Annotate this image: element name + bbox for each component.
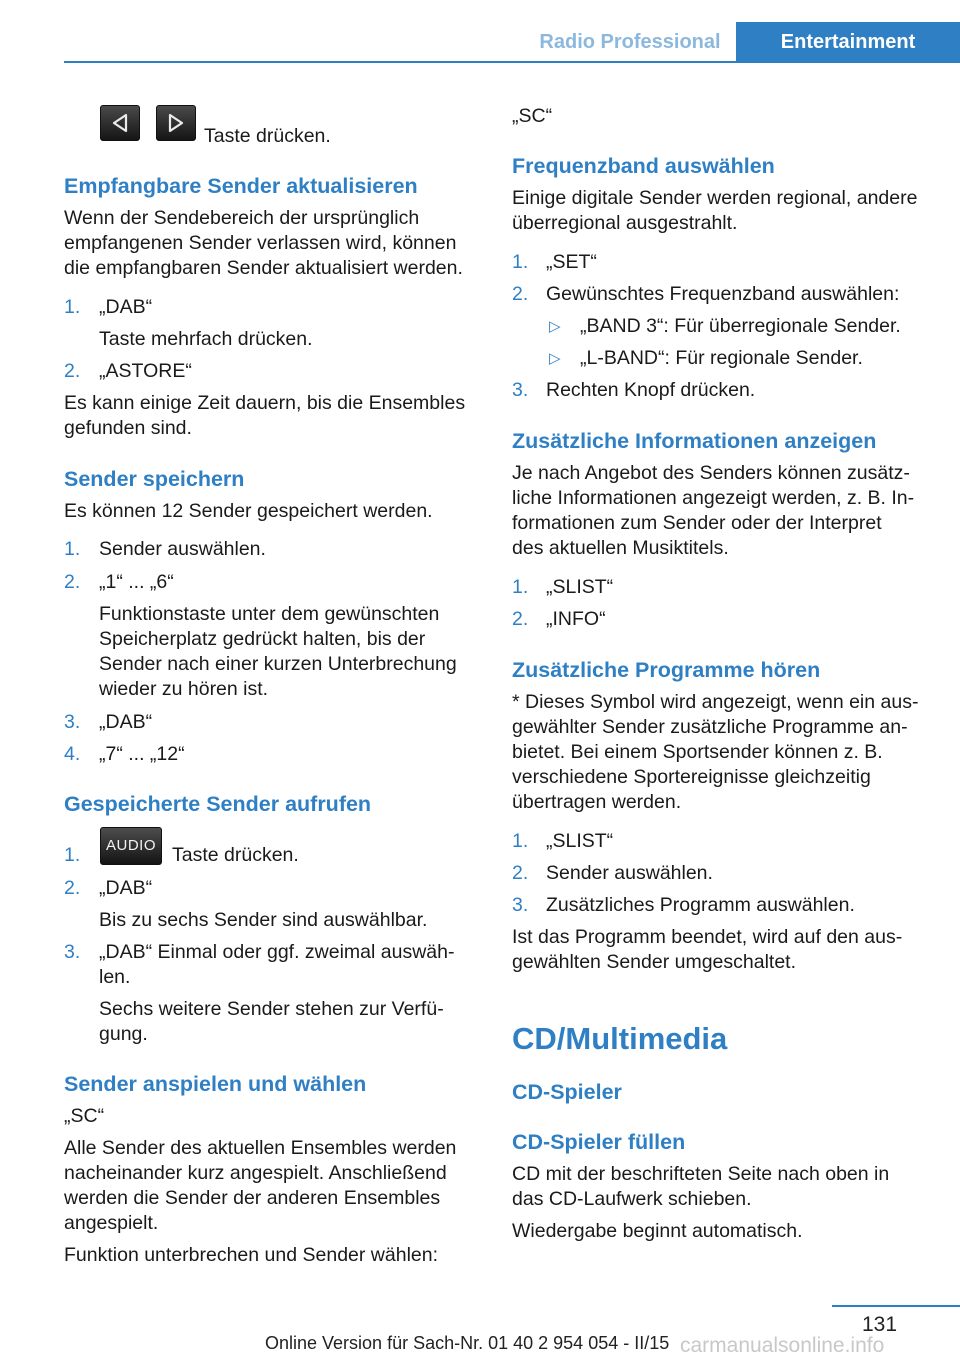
footer-rule [832,1305,960,1307]
header-rule [64,61,960,63]
step-number: 2. [64,571,81,593]
step-text: Sender auswählen. [99,538,266,560]
bullet-text: „L-BAND“: Für regionale Sender. [580,347,863,369]
heading-additional-programs: Zusätzliche Programme hören [512,658,821,682]
step-number: 1. [512,830,529,852]
paragraph-line: formationen zum Sender oder der Interpret [512,512,882,534]
paragraph-line: angespielt. [64,1212,159,1234]
step-text: „DAB“ Einmal oder ggf. zweimal auswäh- [99,941,455,963]
press-button-text: Taste drücken. [204,125,331,147]
step-text: „DAB“ [99,877,153,899]
step-text: Rechten Knopf drücken. [546,379,756,401]
heading-scan-stations: Sender anspielen und wählen [64,1072,367,1096]
step-number: 3. [512,379,529,401]
heading-recall-stations: Gespeicherte Sender aufrufen [64,792,372,816]
paragraph-line: Wenn der Sendebereich der ursprünglich [64,207,420,229]
paragraph-line: nacheinander kurz angespielt. Anschließend [64,1162,447,1184]
step-text: wieder zu hören ist. [99,678,269,700]
paragraph-line: „SC“ [64,1105,105,1127]
paragraph-line: Ist das Programm beendet, wird auf den aus- [512,926,903,948]
paragraph-line: des aktuellen Musiktitels. [512,537,729,559]
step-text: Funktionstaste unter dem gewünschten [99,603,440,625]
paragraph-line: Je nach Angebot des Senders können zusätz- [512,462,910,484]
paragraph-line: bietet. Bei einem Sportsender können z. B. [512,741,883,763]
step-text: Bis zu sechs Sender sind auswählbar. [99,909,428,931]
step-text: gung. [99,1023,148,1045]
paragraph-line: verschiedene Sportereignisse gleichzeitig [512,766,871,788]
paragraph-line: überregional ausgestrahlt. [512,212,738,234]
header-chapter-tab: Entertainment [736,22,960,63]
step-text: „DAB“ [99,711,153,733]
paragraph-line: Einige digitale Sender werden regional, andere [512,187,918,209]
paragraph-line: gewählter Sender zusätzliche Programme an- [512,716,908,738]
paragraph-line: werden die Sender der anderen Ensembles [64,1187,441,1209]
paragraph-line: Alle Sender des aktuellen Ensembles werden [64,1137,457,1159]
step-text: Taste drücken. [172,844,299,866]
heading-additional-info: Zusätzliche Informationen anzeigen [512,429,877,453]
step-number: 1. [64,844,81,866]
header-section-label: Radio Professional [539,31,721,53]
heading-store-stations: Sender speichern [64,467,245,491]
paragraph-line: Funktion unterbrechen und Sender wählen: [64,1244,439,1266]
step-text: „SET“ [546,251,597,273]
heading-cd-multimedia: CD/Multimedia [512,1021,728,1056]
heading-frequency-band: Frequenzband auswählen [512,154,775,178]
step-text: „DAB“ [99,296,153,318]
paragraph-line: das CD-Laufwerk schieben. [512,1188,752,1210]
step-text: len. [99,966,131,988]
paragraph-line: „SC“ [512,105,553,127]
step-text: „SLIST“ [546,576,614,598]
step-text: Sender auswählen. [546,862,713,884]
step-number: 3. [64,941,81,963]
step-number: 1. [64,538,81,560]
bullet-text: „BAND 3“: Für überregionale Sender. [580,315,901,337]
triangle-bullet-icon: ▷ [549,318,561,335]
step-number: 1. [512,251,529,273]
audio-button-icon: AUDIO [100,827,162,865]
step-number: 2. [64,360,81,382]
next-arrow-icon [156,105,196,141]
step-text: „INFO“ [546,608,606,630]
paragraph-line: Es kann einige Zeit dauern, bis die Ensembles [64,392,466,414]
paragraph-line: empfangenen Sender verlassen wird, können [64,232,457,254]
footer-online-version: Online Version für Sach-Nr. 01 40 2 954 054 - II/15 [265,1333,670,1353]
step-text: „1“ ... „6“ [99,571,174,593]
paragraph-line: liche Informationen angezeigt werden, z. B. In- [512,487,915,509]
step-text: Sender nach einer kurzen Unterbrechung [99,653,457,675]
step-number: 1. [64,296,81,318]
step-number: 4. [64,743,81,765]
paragraph-line: Wiedergabe beginnt automatisch. [512,1220,803,1242]
paragraph-line: gefunden sind. [64,417,192,439]
step-text: „ASTORE“ [99,360,192,382]
step-number: 3. [512,894,529,916]
step-text: Sechs weitere Sender stehen zur Verfü- [99,998,444,1020]
step-text: Taste mehrfach drücken. [99,328,313,350]
step-text: Gewünschtes Frequenzband auswählen: [546,283,900,305]
heading-update-stations: Empfangbare Sender aktualisieren [64,174,418,198]
paragraph-line: gewählten Sender umgeschaltet. [512,951,797,973]
step-text: Speicherplatz gedrückt halten, bis der [99,628,426,650]
watermark: carmanualsonline.info [680,1334,885,1357]
page-number: 131 [862,1313,898,1336]
heading-cd-fill: CD-Spieler füllen [512,1130,686,1154]
step-number: 3. [64,711,81,733]
previous-arrow-icon [100,105,140,141]
paragraph-line: Es können 12 Sender gespeichert werden. [64,500,433,522]
step-text: „SLIST“ [546,830,614,852]
step-text: Zusätzliches Programm auswählen. [546,894,855,916]
step-number: 1. [512,576,529,598]
heading-cd-player: CD-Spieler [512,1080,622,1104]
step-number: 2. [64,877,81,899]
step-number: 2. [512,608,529,630]
paragraph-line: übertragen werden. [512,791,682,813]
paragraph-line: * Dieses Symbol wird angezeigt, wenn ein aus- [512,691,919,713]
step-number: 2. [512,862,529,884]
triangle-bullet-icon: ▷ [549,350,561,367]
paragraph-line: die empfangbaren Sender aktualisiert werden. [64,257,463,279]
step-text: „7“ ... „12“ [99,743,185,765]
paragraph-line: CD mit der beschrifteten Seite nach oben in [512,1163,890,1185]
step-number: 2. [512,283,529,305]
